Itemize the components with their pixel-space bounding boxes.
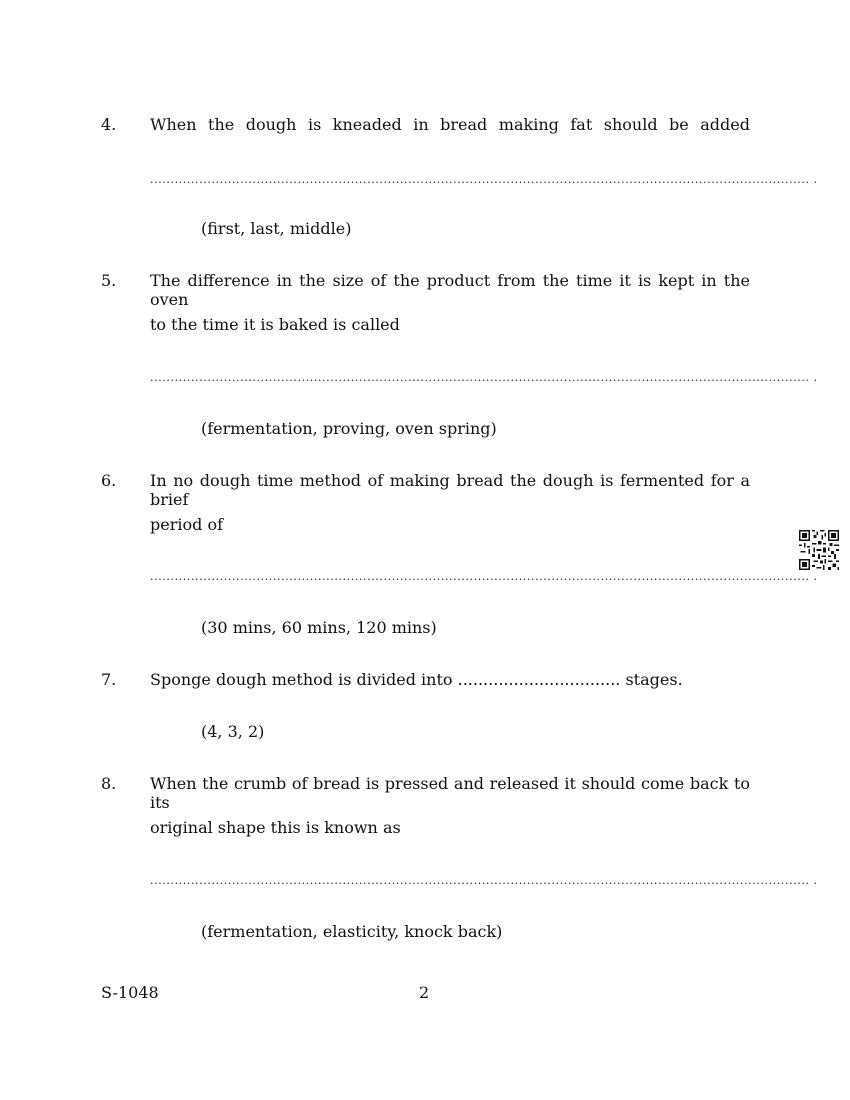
question-8-options: (fermentation, elasticity, knock back) bbox=[201, 922, 503, 941]
question-5-text-line-2: to the time it is baked is called bbox=[150, 315, 400, 334]
question-7-number: 7. bbox=[101, 670, 117, 689]
question-8-text-line-1: When the crumb of bread is pressed and released it should come back to its bbox=[150, 774, 750, 812]
question-5-answer-blank: ................................................................................................................................................................. . bbox=[150, 371, 818, 384]
question-5-options: (fermentation, proving, oven spring) bbox=[201, 419, 497, 438]
paper-code: S-1048 bbox=[101, 983, 159, 1002]
question-6-text-line-1: In no dough time method of making bread the dough is fermented for a brief bbox=[150, 471, 750, 509]
question-5-text-line-1: The difference in the size of the product from the time it is kept in the oven bbox=[150, 271, 750, 309]
question-7-text: Sponge dough method is divided into ................................ stages. bbox=[150, 670, 683, 689]
question-8-number: 8. bbox=[101, 774, 117, 793]
question-4-number: 4. bbox=[101, 115, 117, 134]
question-4-answer-blank: ................................................................................................................................................................. . bbox=[150, 173, 818, 186]
question-7-options: (4, 3, 2) bbox=[201, 722, 265, 741]
question-4-options: (first, last, middle) bbox=[201, 219, 352, 238]
question-5-number: 5. bbox=[101, 271, 117, 290]
question-6-text-line-2: period of bbox=[150, 515, 223, 534]
question-4-text: When the dough is kneaded in bread making fat should be added bbox=[150, 115, 750, 134]
question-6-answer-blank: ................................................................................................................................................................. . bbox=[150, 570, 818, 583]
question-6-options: (30 mins, 60 mins, 120 mins) bbox=[201, 618, 437, 637]
question-6-number: 6. bbox=[101, 471, 117, 490]
qr-code-icon bbox=[799, 530, 839, 570]
question-8-text-line-2: original shape this is known as bbox=[150, 818, 401, 837]
page-number: 2 bbox=[419, 983, 430, 1002]
question-8-answer-blank: ................................................................................................................................................................. . bbox=[150, 874, 818, 887]
